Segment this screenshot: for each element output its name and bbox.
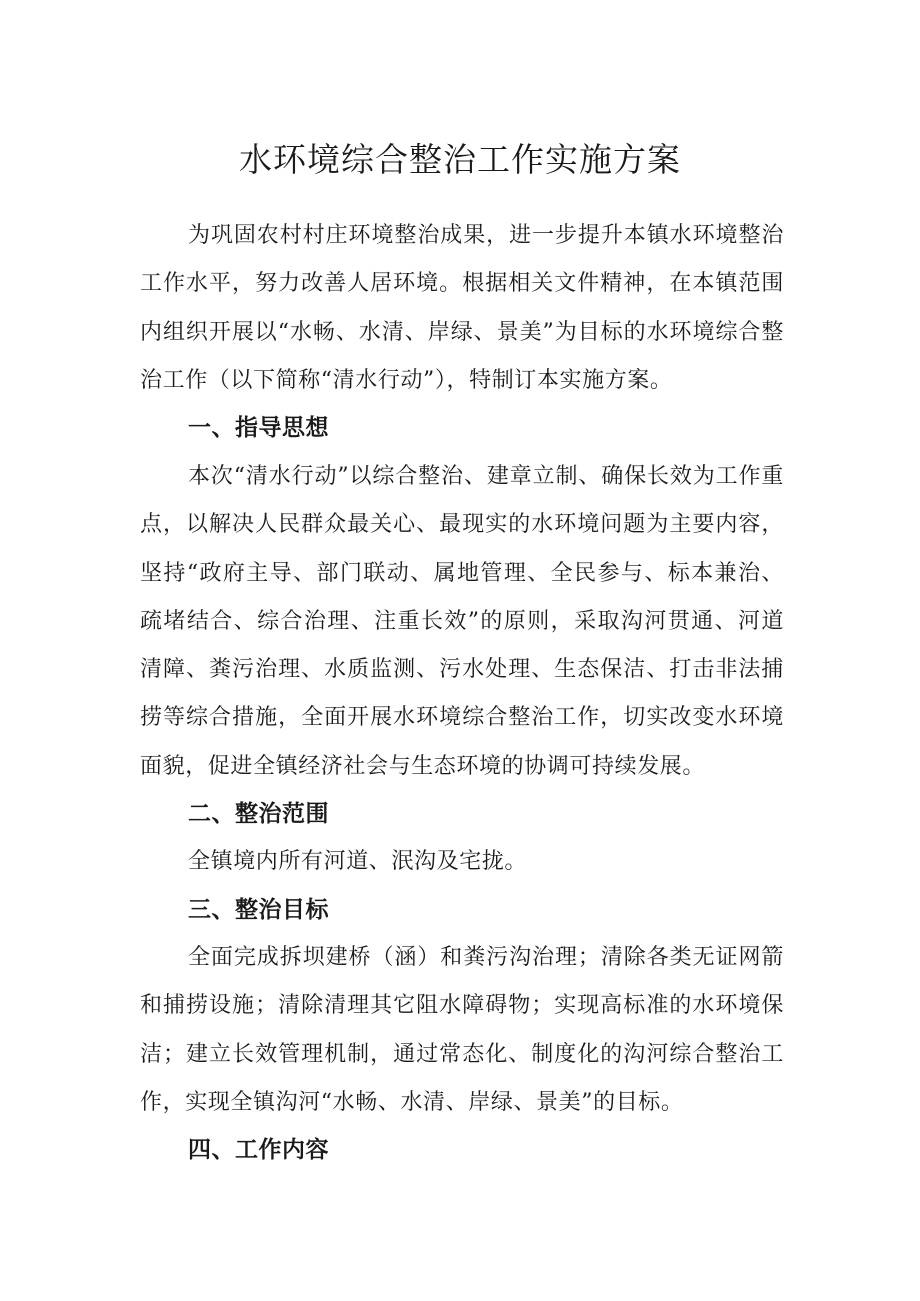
section-heading-targets: 三、整治目标 [188,897,329,923]
section-paragraph-guiding-ideology: 本次“清水行动”以综合整治、建章立制、确保长效为工作重点，以解决人民群众最关心、最现实的水环境问题为主要内容，坚持“政府主导、部门联动、属地管理、全民参与、标本兼治、疏堵结合、综合治理、注重长效”的原则，采取沟河贯通、河道清障、粪污治理、水质监测、污水处理、生态保洁、打击非法捕捞等综合措施，全面开展水环境综合整治工作，切实改变水环境面貌，促进全镇经济社会与生态环境的协调可持续发展。 [140,464,784,779]
section-heading-guiding-ideology: 一、指导思想 [188,415,329,441]
intro-paragraph: 为巩固农村村庄环境整治成果，进一步提升本镇水环境整治工作水平，努力改善人居环境。根据相关文件精神，在本镇范围内组织开展以“水畅、水清、岸绿、景美”为目标的水环境综合整治工作（以下简称“清水行动”），特制订本实施方案。 [140,223,784,393]
section-paragraph-scope: 全镇境内所有河道、泯沟及宅拢。 [188,849,528,874]
document-title: 水环境综合整治工作实施方案 [239,140,681,179]
section-heading-work-content: 四、工作内容 [188,1137,329,1163]
section-paragraph-targets: 全面完成拆坝建桥（涵）和粪污沟治理；清除各类无证网箭和捕捞设施；清除清理其它阻水障碍物；实现高标准的水环境保洁；建立长效管理机制，通过常态化、制度化的沟河综合整治工作，实现全镇沟河“水畅、水清、岸绿、景美”的目标。 [140,945,784,1115]
section-heading-scope: 二、整治范围 [188,801,329,827]
